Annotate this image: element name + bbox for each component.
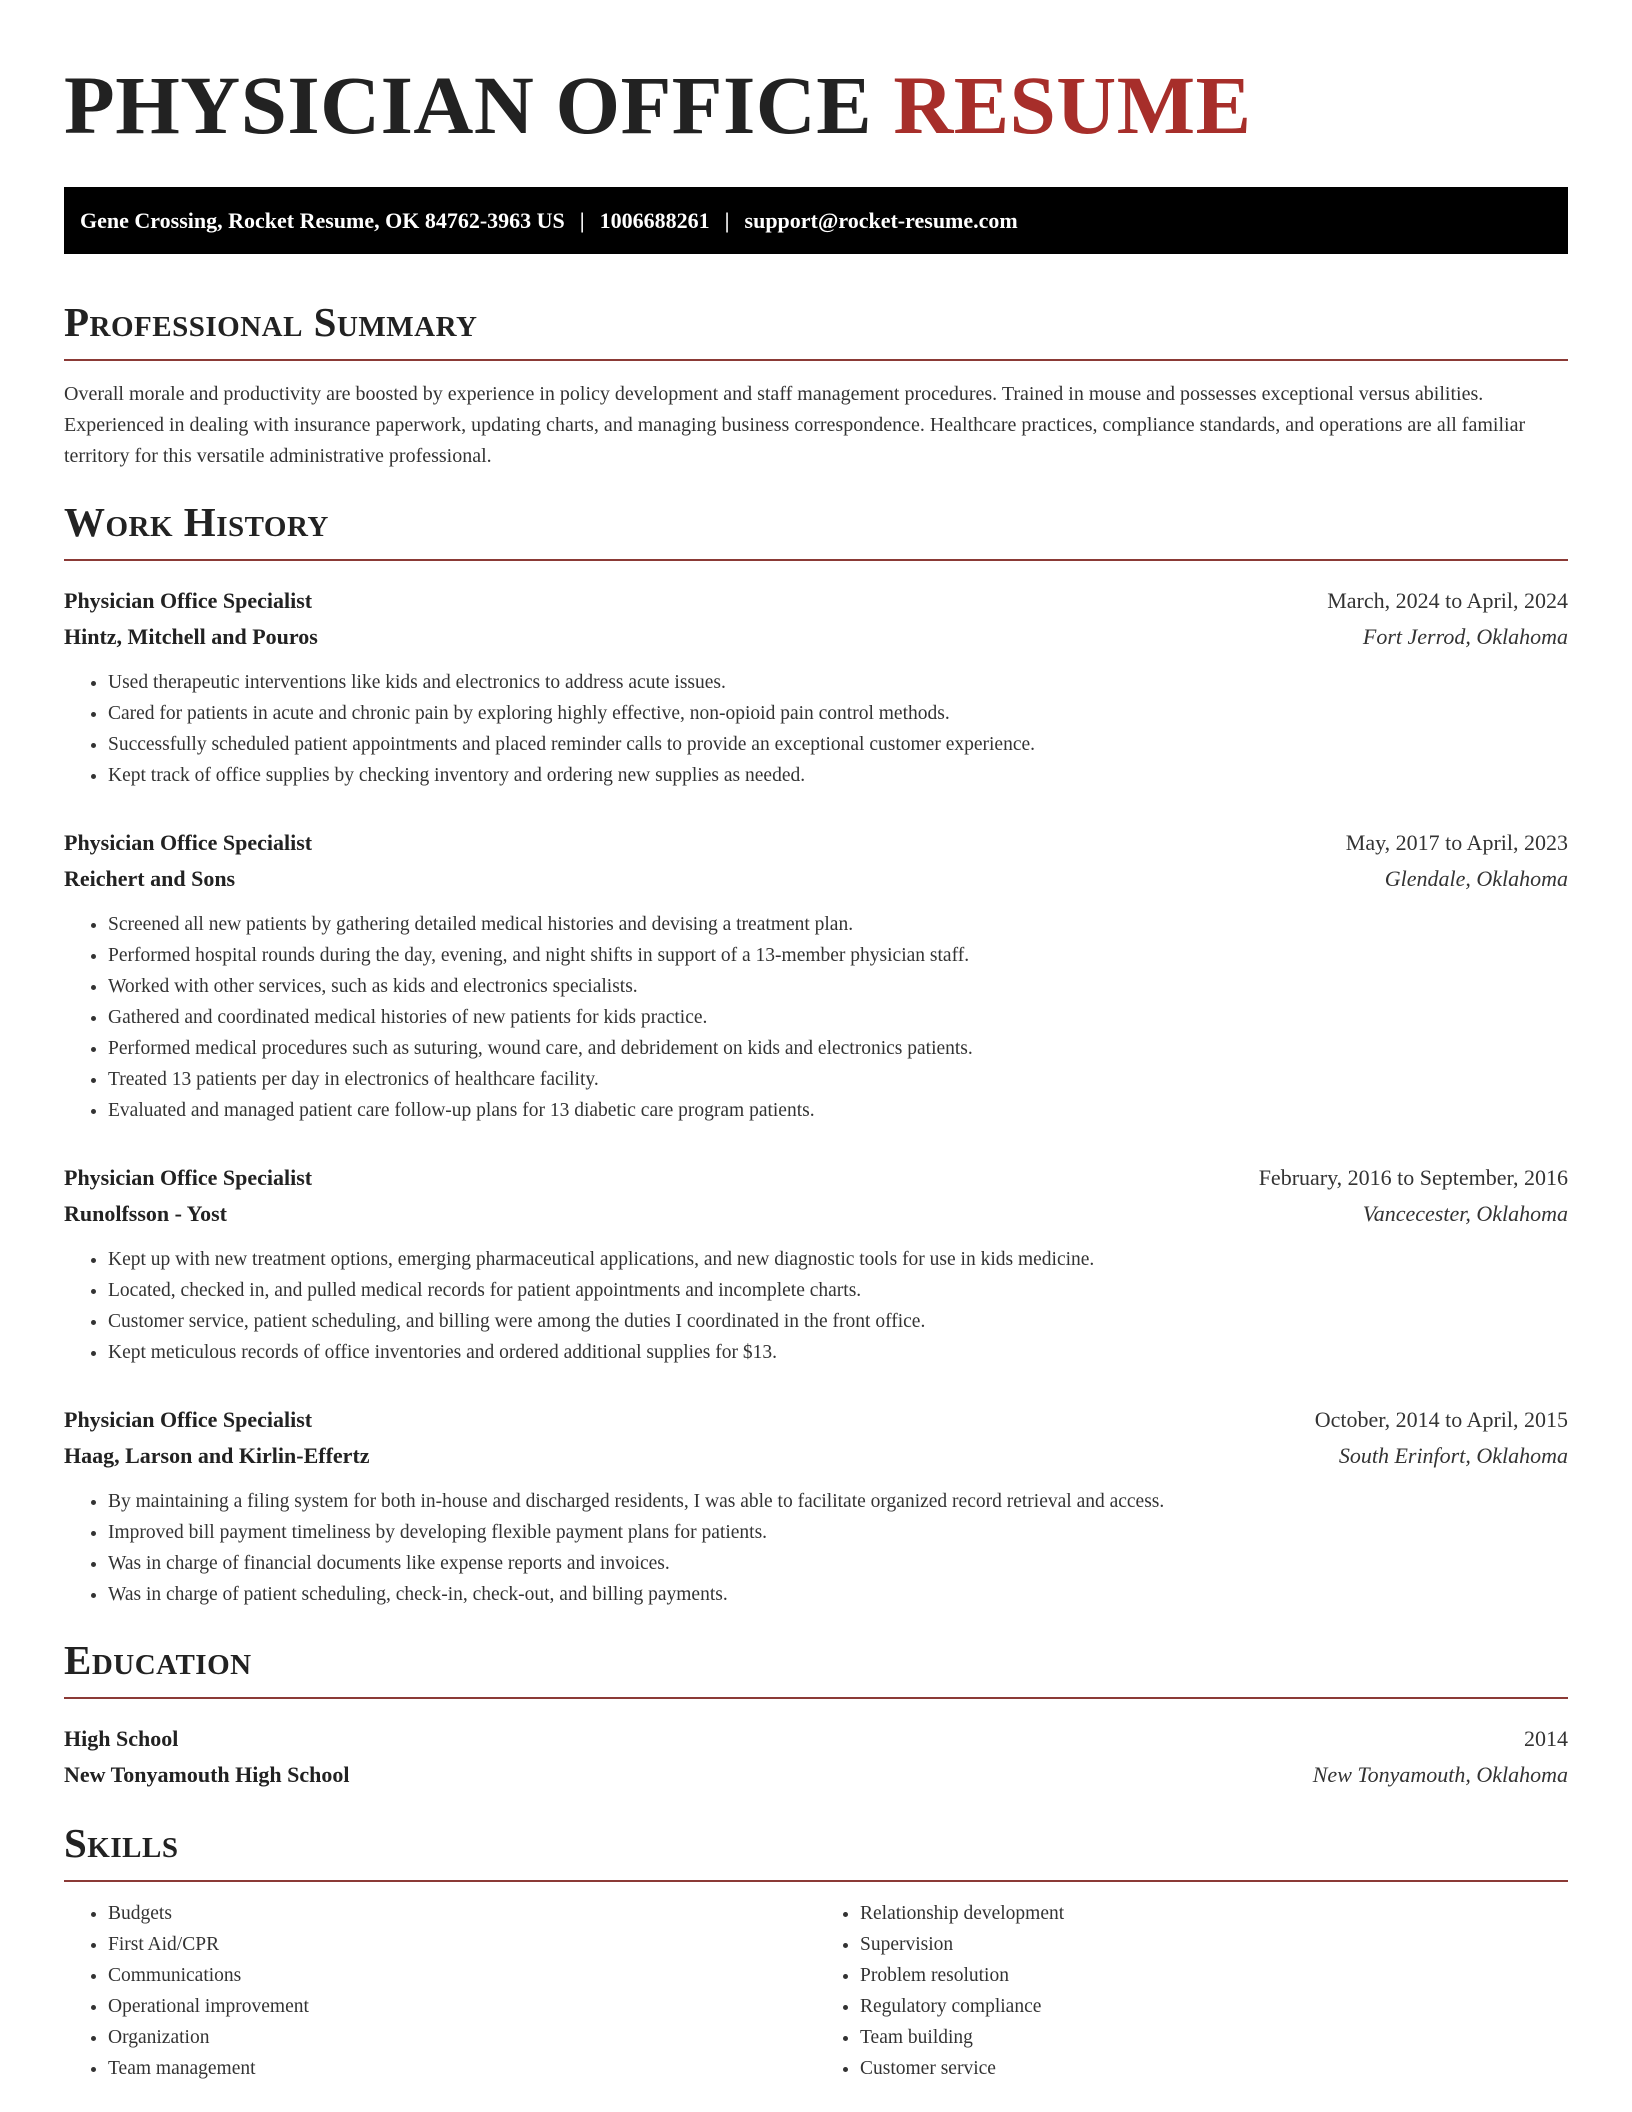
section-divider <box>64 559 1568 561</box>
section-divider <box>64 359 1568 361</box>
job-dates: February, 2016 to September, 2016 <box>1258 1165 1568 1190</box>
contact-separator: | <box>724 207 730 233</box>
job-bullet: • Kept track of office supplies by checking inventory and ordering new supplies as needed. <box>108 760 1568 791</box>
job-row-2 <box>64 861 1568 897</box>
skill-item: • Relationship development <box>860 1898 1568 1929</box>
contact-address: Gene Crossing, Rocket Resume, OK 84762-3963 US <box>80 207 565 233</box>
job-bullet: • Improved bill payment timeliness by developing flexible payment plans for patients. <box>108 1517 1568 1548</box>
contact-email: support@rocket-resume.com <box>744 207 1018 233</box>
job-bullets <box>64 909 1568 1126</box>
job-row-1 <box>64 1160 1568 1196</box>
job-bullet: • Evaluated and managed patient care follow-up plans for 13 diabetic care program patients. <box>108 1095 1568 1126</box>
skill-item: • Team building <box>860 2022 1568 2053</box>
job-company: Reichert and Sons <box>64 866 236 891</box>
skill-item: • Operational improvement <box>108 1991 816 2022</box>
job-bullet: • Customer service, patient scheduling, and billing were among the duties I coordinated in the front office. <box>108 1306 1568 1337</box>
skill-item: • Communications <box>108 1960 816 1991</box>
section-heading-skills: Skills <box>64 1820 179 1866</box>
section-heading-education: Education <box>64 1637 252 1683</box>
job-bullet: • Cared for patients in acute and chronic pain by exploring highly effective, non-opioid pain control methods. <box>108 698 1568 729</box>
education-school: New Tonyamouth High School <box>64 1762 350 1787</box>
education-entry <box>64 1721 1568 1793</box>
job-bullet: • Used therapeutic interventions like kids and electronics to address acute issues. <box>108 667 1568 698</box>
job-company: Runolfsson - Yost <box>64 1201 228 1226</box>
job-bullet: • Performed medical procedures such as suturing, wound care, and debridement on kids and electronics patients. <box>108 1033 1568 1064</box>
section-heading-work: Work History <box>64 499 329 545</box>
job-bullets <box>64 667 1568 791</box>
job-location: South Erinfort, Oklahoma <box>1338 1443 1568 1468</box>
job-entry <box>64 1160 1568 1368</box>
job-dates: May, 2017 to April, 2023 <box>1345 830 1568 855</box>
skills-columns <box>64 1898 1568 2084</box>
contact-phone: 1006688261 <box>599 207 710 233</box>
job-bullet: • Successfully scheduled patient appointments and placed reminder calls to provide an exceptional customer experience. <box>108 729 1568 760</box>
job-location: Glendale, Oklahoma <box>1384 866 1568 891</box>
education-degree: High School <box>64 1726 179 1751</box>
job-title: Physician Office Specialist <box>64 1407 313 1432</box>
job-row-1 <box>64 583 1568 619</box>
skills-column-right <box>816 1898 1568 2084</box>
job-company: Haag, Larson and Kirlin-Effertz <box>64 1443 370 1468</box>
summary-section <box>64 299 1568 472</box>
contact-bar <box>64 187 1568 254</box>
job-bullet: • Located, checked in, and pulled medical records for patient appointments and incomplete charts. <box>108 1275 1568 1306</box>
skill-item: • First Aid/CPR <box>108 1929 816 1960</box>
skill-item: • Supervision <box>860 1929 1568 1960</box>
job-title: Physician Office Specialist <box>64 588 313 613</box>
section-divider <box>64 1880 1568 1882</box>
job-bullet: • Gathered and coordinated medical histories of new patients for kids practice. <box>108 1002 1568 1033</box>
job-title: Physician Office Specialist <box>64 830 313 855</box>
job-title: Physician Office Specialist <box>64 1165 313 1190</box>
skills-column-left <box>64 1898 816 2084</box>
skill-item: • Problem resolution <box>860 1960 1568 1991</box>
job-bullets <box>64 1244 1568 1368</box>
title-accent: RESUME <box>893 59 1252 151</box>
job-location: Fort Jerrod, Oklahoma <box>1362 624 1568 649</box>
work-history-section <box>64 499 1568 1610</box>
job-location: Vancecester, Oklahoma <box>1362 1201 1568 1226</box>
education-row-2 <box>64 1757 1568 1793</box>
job-bullets <box>64 1486 1568 1610</box>
job-bullet: • Performed hospital rounds during the day, evening, and night shifts in support of a 13-member physician staff. <box>108 940 1568 971</box>
education-section <box>64 1637 1568 1793</box>
resume-title <box>64 56 1568 151</box>
job-bullet: • Worked with other services, such as kids and electronics specialists. <box>108 971 1568 1002</box>
skill-item: • Organization <box>108 2022 816 2053</box>
skills-section <box>64 1820 1568 2084</box>
summary-text: Overall morale and productivity are boosted by experience in policy development and staff management procedures. Trained in mouse and possesses exceptional versus abilities. Experienced in dealing with insurance paperwork, updating charts, and managing business correspondence. Healthcare practices, compliance standards, and operations are all familiar territory for this versatile administrative professional. <box>64 383 1526 467</box>
job-row-1 <box>64 1402 1568 1438</box>
job-row-1 <box>64 825 1568 861</box>
contact-separator: | <box>579 207 585 233</box>
job-bullet: • Kept up with new treatment options, emerging pharmaceutical applications, and new diagnostic tools for use in kids medicine. <box>108 1244 1568 1275</box>
job-company: Hintz, Mitchell and Pouros <box>64 624 318 649</box>
job-dates: March, 2024 to April, 2024 <box>1327 588 1568 613</box>
section-divider <box>64 1697 1568 1699</box>
job-bullet: • Was in charge of financial documents like expense reports and invoices. <box>108 1548 1568 1579</box>
job-row-2 <box>64 1438 1568 1474</box>
job-bullet: • Treated 13 patients per day in electronics of healthcare facility. <box>108 1064 1568 1095</box>
section-heading-summary: Professional Summary <box>64 299 478 345</box>
job-row-2 <box>64 1196 1568 1232</box>
job-entry <box>64 1402 1568 1610</box>
job-bullet: • Was in charge of patient scheduling, check-in, check-out, and billing payments. <box>108 1579 1568 1610</box>
skill-item: • Customer service <box>860 2053 1568 2084</box>
job-entry <box>64 825 1568 1126</box>
job-row-2 <box>64 619 1568 655</box>
job-bullet: • Kept meticulous records of office inventories and ordered additional supplies for $13. <box>108 1337 1568 1368</box>
skill-item: • Budgets <box>108 1898 816 1929</box>
title-main: PHYSICIAN OFFICE <box>64 59 873 151</box>
job-dates: October, 2014 to April, 2015 <box>1314 1407 1568 1432</box>
job-list <box>64 583 1568 1610</box>
job-bullet: • Screened all new patients by gathering detailed medical histories and devising a treatment plan. <box>108 909 1568 940</box>
skill-item: • Regulatory compliance <box>860 1991 1568 2022</box>
education-location: New Tonyamouth, Oklahoma <box>1312 1762 1568 1787</box>
job-entry <box>64 583 1568 791</box>
job-bullet: • By maintaining a filing system for both in-house and discharged residents, I was able to facilitate organized record retrieval and access. <box>108 1486 1568 1517</box>
education-year: 2014 <box>1524 1726 1568 1751</box>
education-row-1 <box>64 1721 1568 1757</box>
skill-item: • Team management <box>108 2053 816 2084</box>
